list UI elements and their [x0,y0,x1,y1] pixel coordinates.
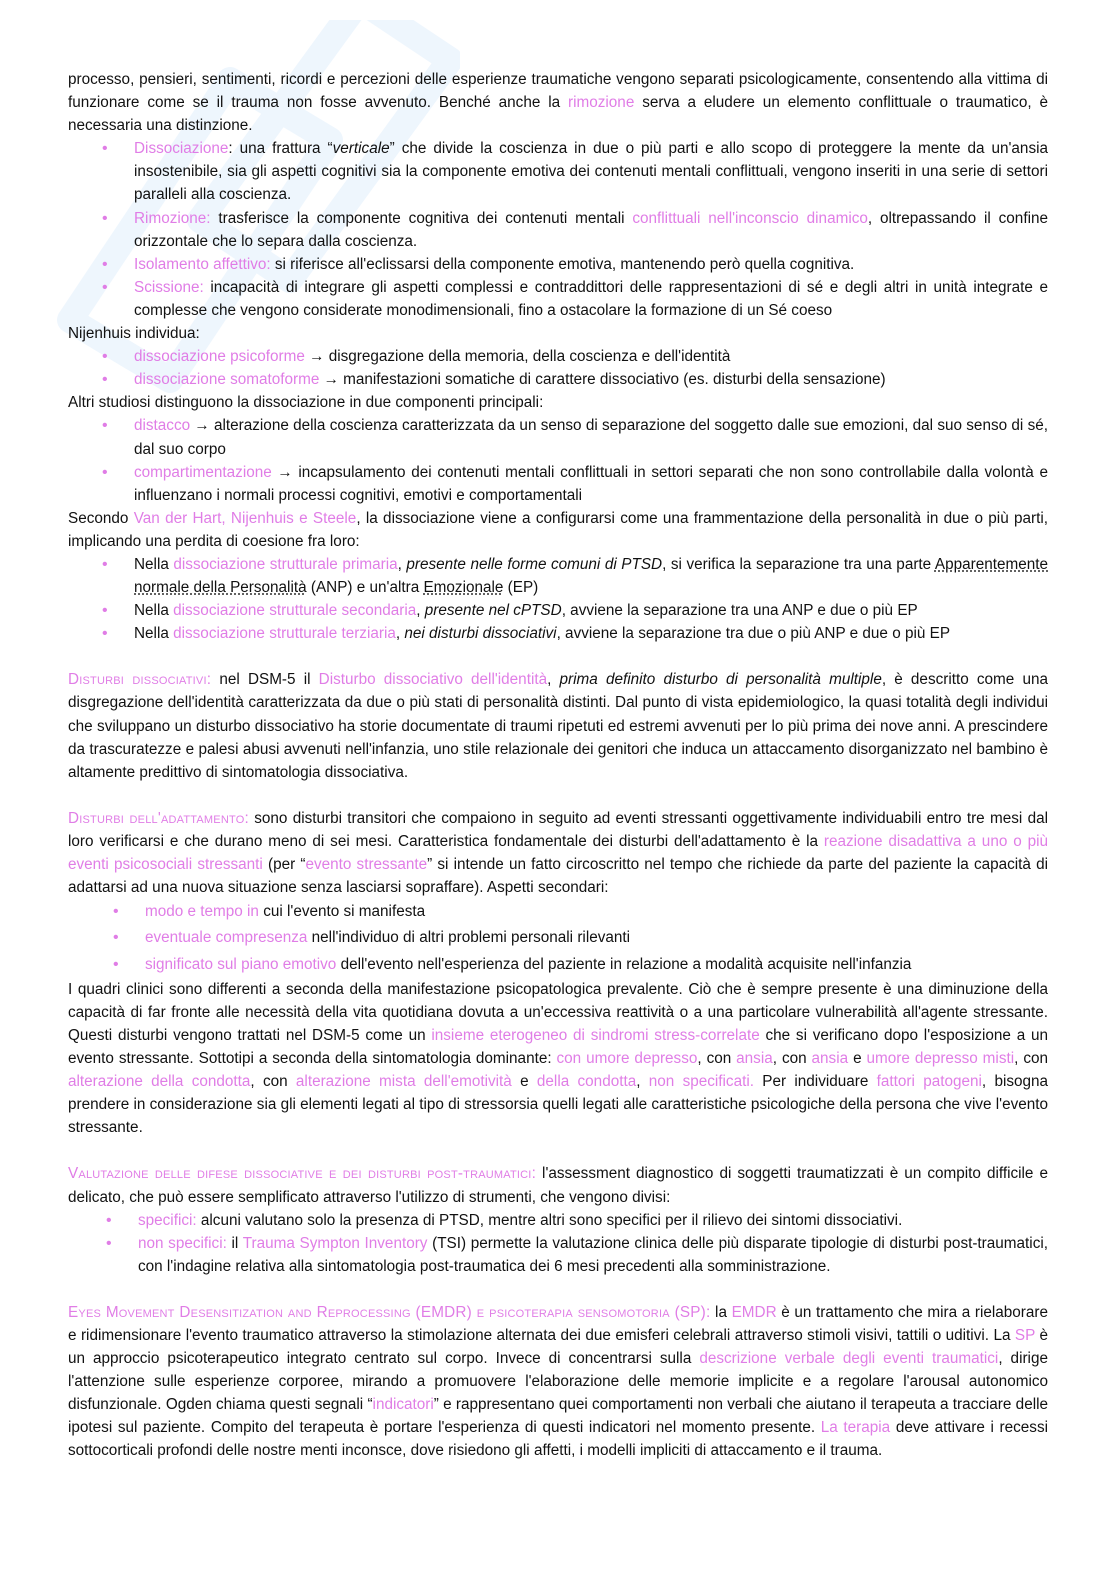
highlighted-term: Isolamento affettivo: [134,255,271,273]
text-run: , oltrepassando il confine orizzontale che lo separa dalla coscienza. [134,209,1048,250]
text-run: trasferisce la componente cognitiva dei contenuti mentali [210,209,633,227]
highlighted-term: significato sul piano emotivo [145,955,337,973]
highlighted-term: Disturbo dissociativo dell'identità [318,671,548,689]
text-run: la [710,1303,732,1321]
text-run: Secondo [68,509,134,527]
text-run: “ [327,140,333,158]
highlighted-term: La terapia [820,1419,891,1437]
highlighted-term: non specifici: [138,1234,227,1252]
van-der-hart-paragraph [68,507,1048,553]
text-run: prima definito disturbo di personalità multiple [559,671,882,689]
highlighted-term: Disturbi dissociativi: [68,671,212,689]
text-run: Apparentemente normale della Personalità [134,555,1048,597]
emdr-paragraph [68,1301,1048,1463]
altri-studiosi-intro: Altri studiosi distinguono la dissociazione in due componenti principali: [68,394,544,412]
defense-mechanisms-list [68,137,1048,322]
intro-paragraph [68,68,1048,137]
highlighted-term: eventuale compresenza [145,929,308,947]
text-run: , avviene la separazione tra due o più ANP e due o più EP [556,625,951,643]
highlighted-term: della condotta [536,1073,637,1091]
text-run: , bisogna prendere in considerazione sia gli elementi legati al tipo di stressorsia quelli legati alle caratteristiche psicologiche della persona che vive l'evento stressante. [68,1073,1049,1137]
nijenhuis-list [68,345,1048,391]
highlighted-term: dissociazione psicoforme [134,348,305,366]
list-item [68,1209,1048,1232]
text-run: , [395,625,405,643]
text-run: , [636,1073,649,1091]
text-run: e [848,1050,867,1068]
highlighted-term: insieme eterogeneo di sindromi stress-correlate [431,1026,760,1044]
highlighted-term: EMDR [731,1303,777,1321]
highlighted-term: SP [1014,1327,1036,1345]
highlighted-term: non specificati. [648,1073,754,1091]
list-item [68,461,1048,507]
text-run: Emozionale [423,579,504,597]
list-item [68,899,1048,925]
highlighted-term: modo e tempo in [145,903,259,921]
text-run: , [397,555,407,573]
text-run: dell'evento nell'esperienza del paziente in relazione a modalità acquisite nell'infanzia [336,955,912,973]
valutazione-paragraph [68,1162,1048,1208]
highlighted-term: indicatori [372,1396,434,1414]
list-item [68,952,1048,978]
strumenti-list [68,1209,1048,1278]
text-run: nell'individuo di altri problemi personali rilevanti [307,929,631,947]
text-run: e [511,1073,537,1091]
text-run: → disgregazione della memoria, della coscienza e dell'identità [304,348,731,366]
list-item [68,207,1048,253]
highlighted-term: dissociazione somatoforme [134,371,320,389]
highlighted-term: conflittuali nell'inconscio dinamico [632,209,868,227]
text-run: nei disturbi dissociativi [404,625,557,643]
highlighted-term: ansia [736,1050,773,1068]
text-run: si riferisce all'eclissarsi della componente emotiva, mantenendo però quella cognitiva. [270,255,855,273]
highlighted-term: Dissociazione [134,140,229,158]
text-run: (EP) [503,579,539,597]
text-run: , con [772,1050,812,1068]
text-run: , con [1014,1050,1048,1068]
text-run: verticale [332,140,390,158]
text-run: deve attivare i recessi sottocorticali profondi delle nostre menti inconsce, dove risiedono gli affetti, i modelli impliciti di attaccamento e il trauma. [68,1419,1048,1460]
text-run: I quadri clinici sono differenti a seconda della manifestazione psicopatologica prevalente. Ciò che è sempre presente è una diminuzione della capacità di far fronte alle necessità della vita quotidiana dovuta a un'eccessiva reattività o a una particolare vulnerabilità all'agente stressante. Questi disturbi vengono trattati nel DSM-5 come un [68,980,1048,1044]
highlighted-term: dissociazione strutturale terziaria [173,625,396,643]
text-run: che si verificano dopo l'esposizione a un evento stressante. Sottotipi a seconda della sintomatologia dominante: [68,1026,1048,1068]
text-run: , si verifica la separazione tra una parte [662,555,935,573]
list-item [68,276,1048,322]
text-run: , [547,671,560,689]
text-run: processo, pensieri, sentimenti, ricordi e percezioni delle esperienze traumatiche vengono separati psicologicamente, consentendo alla vittima di funzionare come se il trauma non fosse avvenuto. Benché anche la [68,71,1048,112]
text-run: sono disturbi transitori che compaiono in seguito ad eventi stressanti oggettivamente individuabili entro tre mesi dal loro verificarsi e che durano meno di sei mesi. Caratteristica fondamentale dei disturbi dell'adattamento è la [68,809,1049,850]
text-run: → incapsulamento dei contenuti mentali conflittuali in settori separati che non sono controllabile dalla volontà e influenzano i normali processi cognitivi, emotivi e comportamentali [134,463,1048,504]
list-item [68,414,1048,460]
highlighted-term: compartimentazione [134,463,272,481]
list-item [68,553,1048,599]
text-run: → alterazione della coscienza caratterizzata da un senso di separazione del soggetto dalle sue emozioni, dal suo senso di sé, dal suo corpo [134,417,1048,458]
text-run: il [226,1234,243,1252]
highlighted-term: Trauma Sympton Inventory [242,1234,428,1252]
list-item [68,253,1048,276]
highlighted-term: specifici: [138,1211,197,1229]
text-run: → manifestazioni somatiche di carattere dissociativo (es. disturbi della sensazione) [319,371,886,389]
text-run: Per individuare [754,1073,877,1091]
nijenhuis-intro: Nijenhuis individua: [68,325,200,343]
text-run: , [416,602,425,620]
text-run: presente nelle forme comuni di PTSD [406,555,663,573]
list-item [68,925,1048,951]
text-run: (per “ [262,856,306,873]
highlighted-term: umore depresso misti [866,1050,1015,1068]
highlighted-term: con umore depresso [556,1050,698,1068]
text-run: Nella [134,625,174,643]
highlighted-term: Valutazione delle difese dissociative e dei disturbi post-traumatici: [68,1165,537,1183]
list-item [68,1232,1048,1278]
text-run: ” e rappresentano quei comportamenti non verbali che aiutano il terapeuta a tracciare delle ipotesi sul paziente. Compito del terapeuta è portare l'esperienza di questi indicatori nel momento presente. [68,1396,1049,1437]
text-run: nel DSM-5 il [211,671,319,689]
disturbi-dissociativi-paragraph [68,668,1048,783]
text-run: , avviene la separazione tra una ANP e due o più EP [561,602,918,620]
list-item [68,345,1048,368]
highlighted-term: Van der Hart, Nijenhuis e Steele [133,509,357,527]
list-item [68,599,1048,622]
text-run: (TSI) permette la valutazione clinica delle più disparate tipologie di disturbi post-traumatici, con l'indagine relativa alla sintomatologia post-traumatica dei 6 mesi precedenti alla somministrazione. [138,1234,1048,1275]
list-item [68,368,1048,391]
text-run: : una frattura [228,140,328,158]
highlighted-term: dissociazione strutturale primaria [173,555,398,573]
text-run: alcuni valutano solo la presenza di PTSD, mentre altri sono specifici per il rilievo dei sintomi dissociativi. [196,1211,903,1229]
highlighted-term: ansia [811,1050,849,1068]
text-run: è un approccio psicoterapeutico integrato centrato sul corpo. Invece di concentrarsi sulla [68,1327,1048,1368]
highlighted-term: Scissione: [134,278,204,296]
text-run: Nella [134,555,174,573]
highlighted-term: rimozione [568,94,635,112]
highlighted-term: dissociazione strutturale secondaria [173,602,417,620]
quadri-clinici-paragraph [68,978,1048,1140]
text-run: , la dissociazione viene a configurarsi come una frammentazione della personalità in due o più parti, implicando una perdita di coesione fra loro: [68,509,1049,550]
dissociation-components-list [68,414,1048,506]
highlighted-term: fattori patogeni [876,1073,982,1091]
disturbi-adattamento-paragraph [68,807,1048,899]
highlighted-term: alterazione della condotta [68,1073,251,1091]
text-run: è un trattamento che mira a rielaborare e ridimensionare l'evento traumatico attraverso la stimolazione alternata dei due emisferi celebrali attraverso stimoli visivi, tattili o uditivi. La [68,1303,1048,1345]
text-run: , con [250,1073,296,1091]
structural-dissociation-list [68,553,1048,645]
highlighted-term: Rimozione: [134,209,211,227]
text-run: , dirige l'attenzione sulle esperienze corporee, mirando a promuovere l'elaborazione delle memorie implicite e a regolare l'arousal autonomico disfunzionale. Ogden chiama questi segnali “ [68,1350,1048,1414]
text-run: ” si intende un fatto circoscritto nel tempo che richiede da parte del paziente la capacità di adattarsi ad una nuova situazione senza lasciarsi sopraffare). Aspetti secondari: [68,856,1049,897]
highlighted-term: distacco [134,417,191,435]
list-item [68,622,1048,645]
highlighted-term: Disturbi dell'adattamento: [68,809,249,827]
text-run: Nella [134,602,174,620]
text-run: ” che divide la coscienza in due o più parti e allo scopo di proteggere la mente da un'ansia insostenibile, sia gli aspetti cognitivi sia la componente emotiva dei contenuti mentali conflittuali, vengono inseriti in una serie di settori paralleli alla coscienza. [134,140,1048,204]
text-run: , è descritto come una disgregazione dell'identità caratterizzata da due o più stati di personalità distinti. Dal punto di vista epidemiologico, la quasi totalità degli individui che sviluppano un disturbo dissociativo ha storie documentate di traumi ripetuti ed estremi avvenuti per lo più prima dei nove anni. A prescindere da trascuratezze e palesi abusi avvenuti nell'infanzia, uno stile relazionale dei genitori che induca un attaccamento disorganizzato nel bambino è altamente predittivo di sintomatologia dissociativa. [68,671,1049,781]
text-run: l'assessment diagnostico di soggetti traumatizzati è un compito difficile e delicato, che può essere semplificato attraverso l'utilizzo di strumenti, che vengono divisi: [68,1165,1048,1206]
text-run: incapacità di integrare gli aspetti complessi e contraddittori delle rappresentazioni di sé e degli altri in unità integrate e complesse che vengono considerate monodimensionali, fino a ostacolare la formazione di un Sé coeso [134,278,1048,319]
text-run: presente nel cPTSD [424,602,562,620]
highlighted-term: descrizione verbale degli eventi traumatici [699,1350,999,1368]
highlighted-term: evento stressante [305,856,428,873]
text-run: serva a eludere un elemento conflittuale o traumatico, è necessaria una distinzione. [68,94,1048,135]
text-run: , con [697,1050,737,1068]
text-run: (ANP) e un'altra [306,579,424,597]
highlighted-term: reazione disadattiva a uno o più eventi psicosociali stressanti [68,832,1048,873]
highlighted-term: alterazione mista dell'emotività [295,1073,512,1091]
document-page [68,68,1048,1463]
list-item [68,137,1048,206]
highlighted-term: Eyes Movement Desensitization and Reprocessing (EMDR) e psicoterapia sensomotoria (SP): [68,1303,711,1321]
aspetti-secondari-list [68,899,1048,978]
text-run: cui l'evento si manifesta [258,903,426,921]
